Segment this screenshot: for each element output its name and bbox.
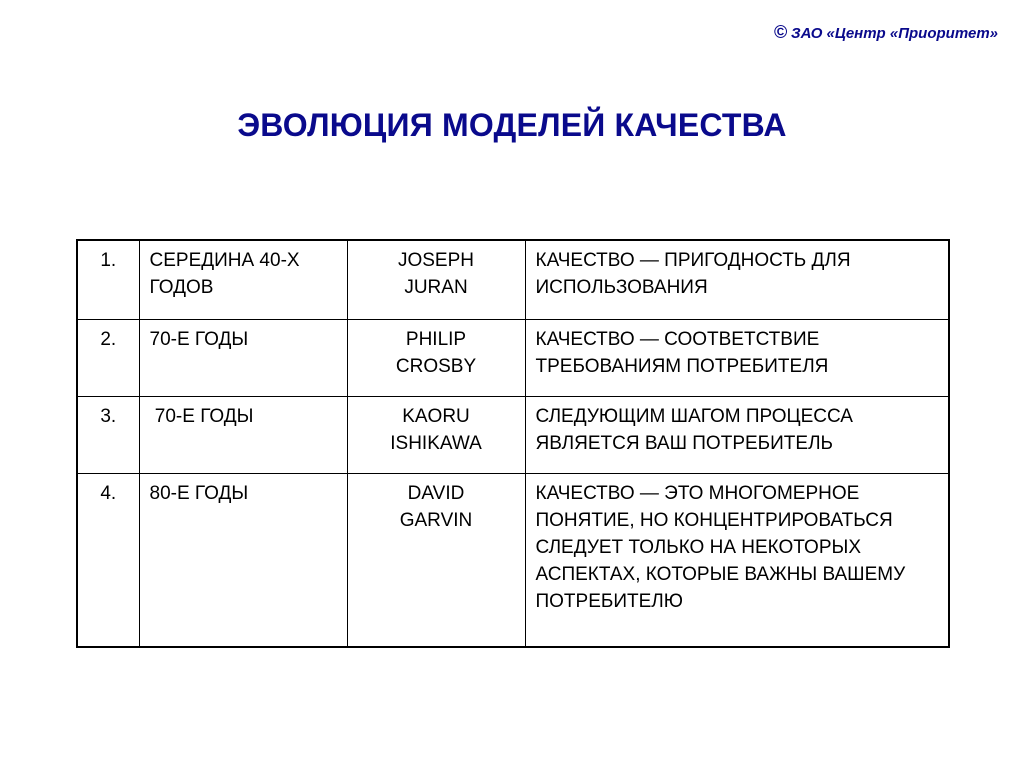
row-number: 2. (77, 320, 139, 397)
author-cell (347, 320, 525, 397)
definition-cell: СЛЕДУЮЩИМ ШАГОМ ПРОЦЕССА ЯВЛЯЕТСЯ ВАШ ПОТРЕБИТЕЛЬ (525, 397, 949, 474)
author-cell (347, 474, 525, 648)
table-row (77, 474, 949, 648)
author-first-name: DAVID (407, 483, 465, 504)
author-cell (347, 240, 525, 320)
page-title: ЭВОЛЮЦИЯ МОДЕЛЕЙ КАЧЕСТВА (237, 107, 787, 143)
author-last-name: GARVIN (399, 510, 473, 531)
copyright-text: ЗАО «Центр «Приоритет» (790, 25, 998, 42)
row-number: 1. (77, 240, 139, 320)
definition-cell: КАЧЕСТВО — СООТВЕТСТВИЕ ТРЕБОВАНИЯМ ПОТРЕБИТЕЛЯ (525, 320, 949, 397)
author-last-name: JURAN (404, 277, 468, 298)
row-number: 4. (77, 474, 139, 648)
author-cell (347, 397, 525, 474)
definition-cell: КАЧЕСТВО — ЭТО МНОГОМЕРНОЕ ПОНЯТИЕ, НО КОНЦЕНТРИРОВАТЬСЯ СЛЕДУЕТ ТОЛЬКО НА НЕКОТОРЫХ АСПЕКТАХ, КОТОРЫЕ ВАЖНЫ ВАШЕМУ ПОТРЕБИТЕЛЮ (525, 474, 949, 648)
author-first-name: PHILIP (405, 329, 467, 350)
row-number: 3. (77, 397, 139, 474)
author-first-name: KAORU (402, 406, 470, 427)
period-cell: 80-Е ГОДЫ (139, 474, 347, 648)
table-row (77, 240, 949, 320)
author-first-name: JOSEPH (397, 250, 475, 271)
copyright-notice (774, 22, 998, 43)
author-last-name: ISHIKAWA (390, 433, 482, 454)
definition-cell: КАЧЕСТВО — ПРИГОДНОСТЬ ДЛЯ ИСПОЛЬЗОВАНИЯ (525, 240, 949, 320)
period-cell: 70-Е ГОДЫ (139, 320, 347, 397)
period-cell: 70-Е ГОДЫ (139, 397, 347, 474)
copyright-icon: © (773, 22, 787, 42)
author-last-name: CROSBY (395, 356, 477, 377)
period-cell: СЕРЕДИНА 40-Х ГОДОВ (139, 240, 347, 320)
quality-models-table (76, 239, 950, 648)
table-row (77, 397, 949, 474)
table-row (77, 320, 949, 397)
